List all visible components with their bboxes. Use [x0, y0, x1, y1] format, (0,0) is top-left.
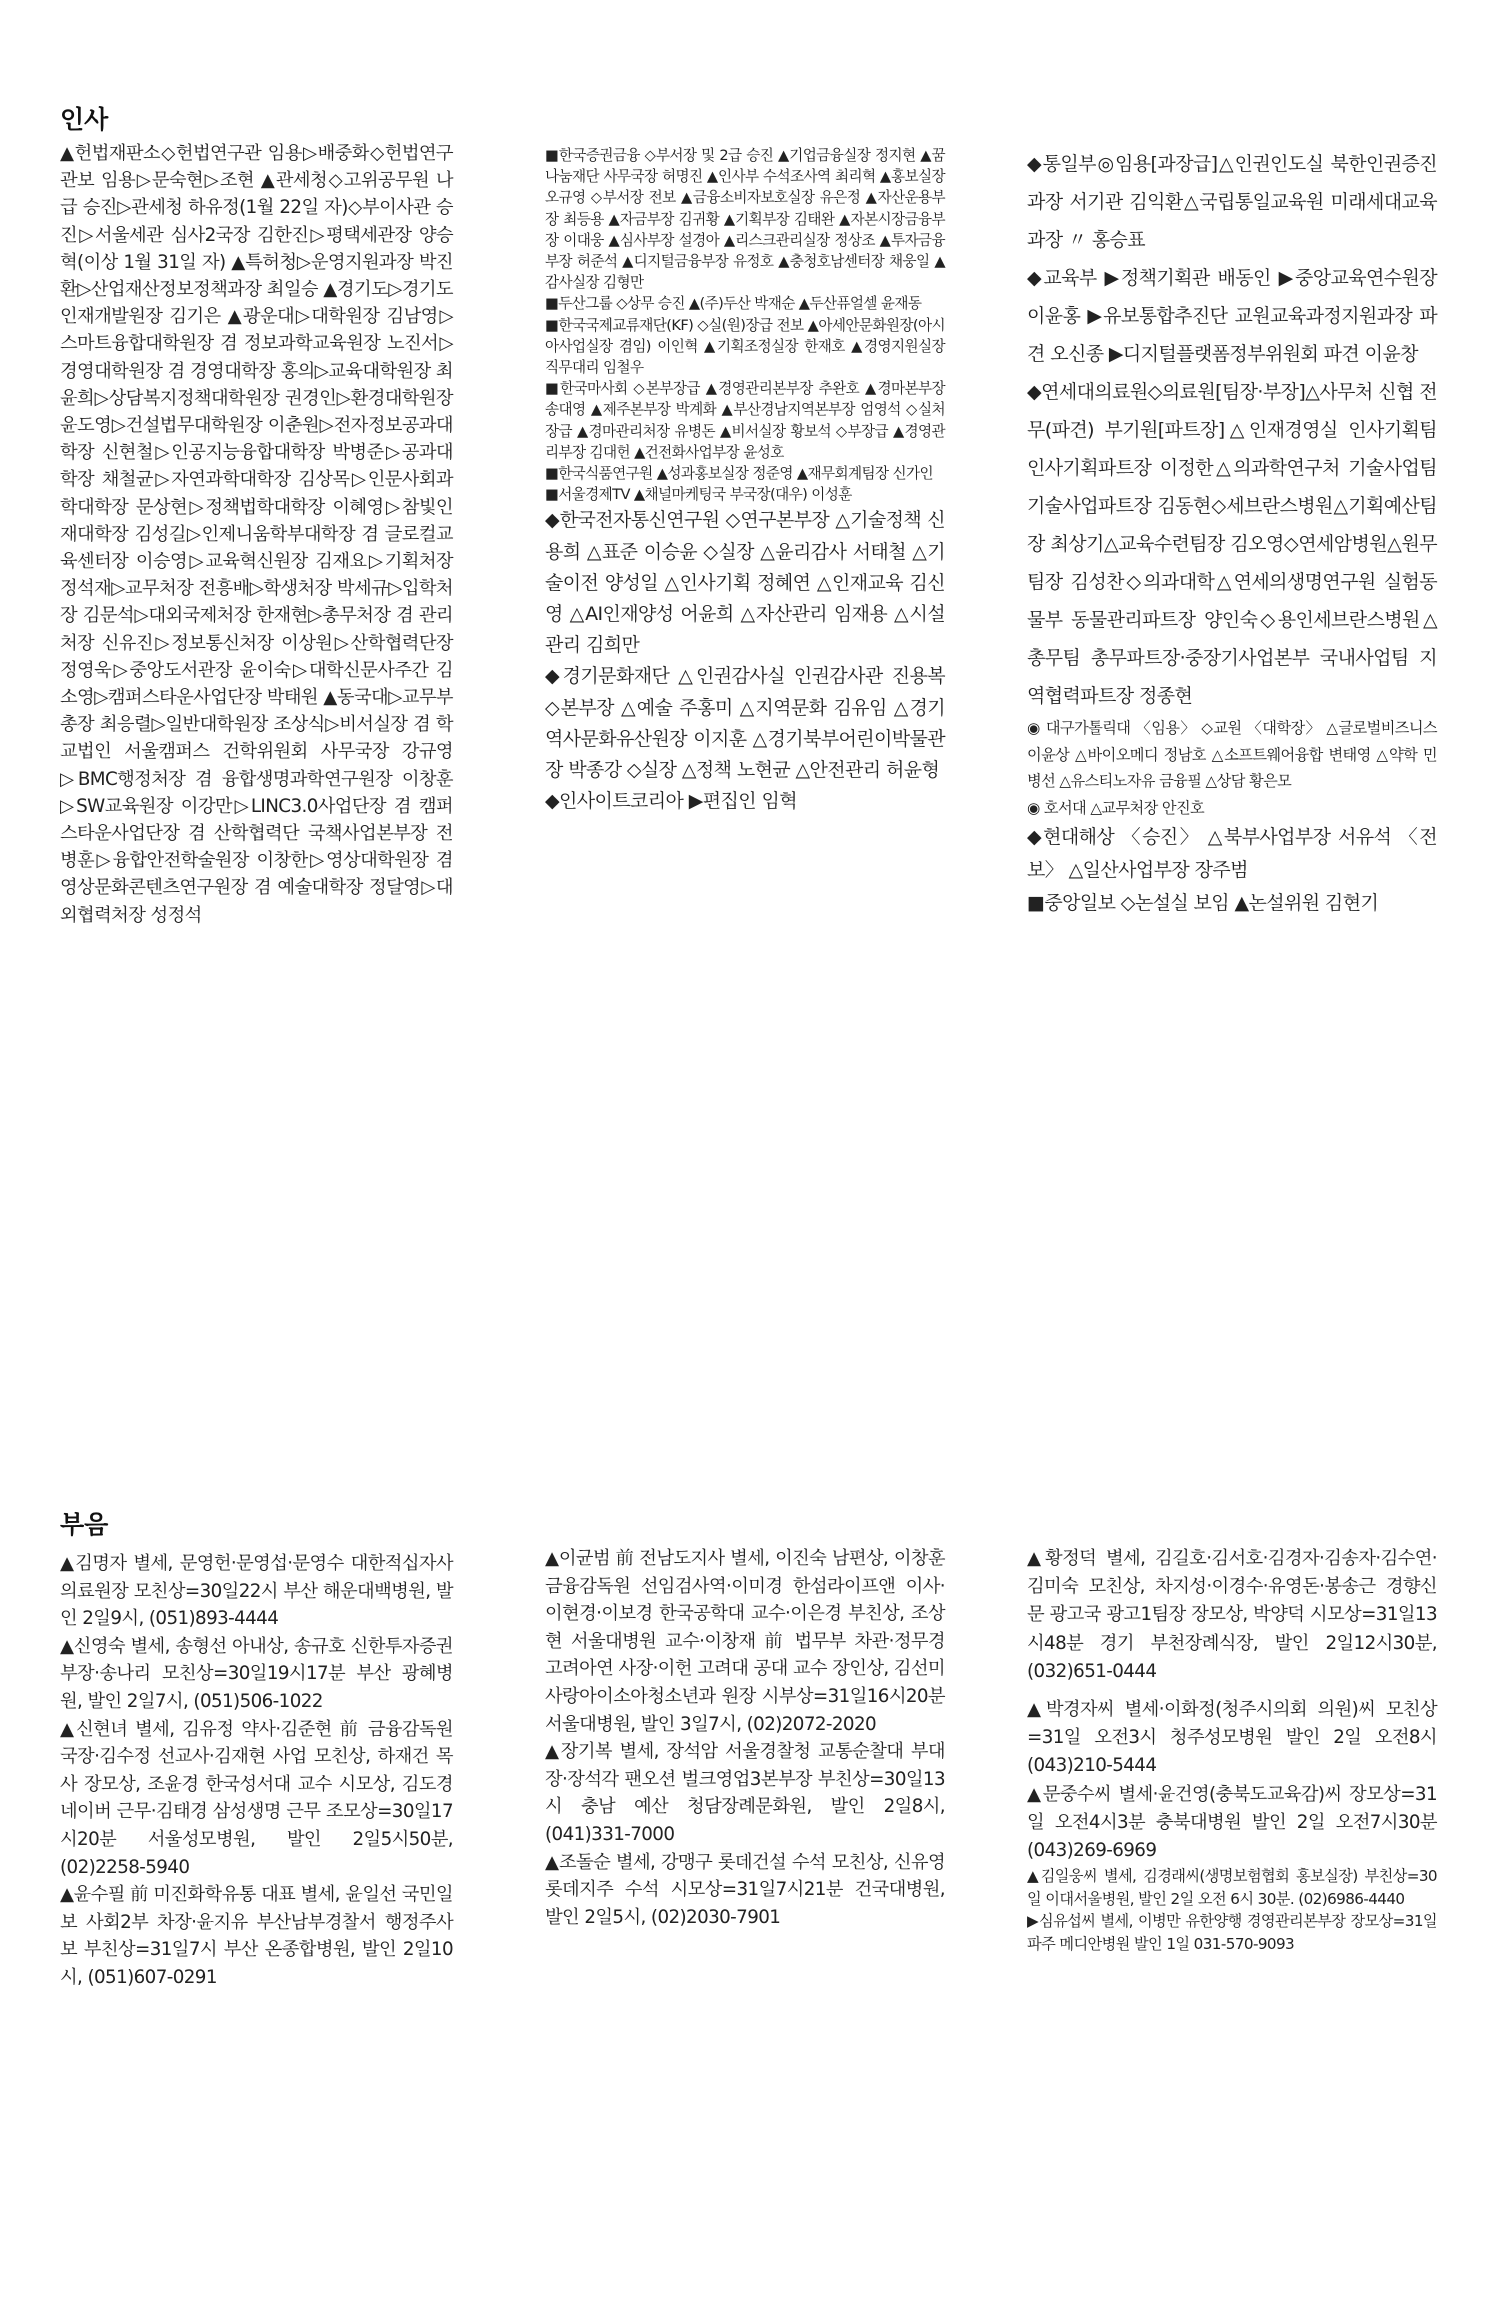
obituary-entry: ▲장기복 별세, 장석암 서울경찰청 교통순찰대 부대장·장석각 팬오션 벌크영업3본부장 부친상=30일13시 충남 예산 청담장례문화원, 발인 2일8시, (041)331-7000: [545, 1741, 945, 1845]
obituary-entry: ▶심유섭씨 별세, 이병만 유한양행 경영관리본부장 장모상=31일 파주 메디안병원 발인 1일 031-570-9093: [1027, 1912, 1437, 1953]
personnel-entry: ■한국식품연구원 ▲성과홍보실장 정준영 ▲재무회계팀장 신가인: [545, 465, 934, 483]
personnel-entry: ◆교육부 ▶정책기획관 배동인 ▶중앙교육연수원장 이윤홍 ▶유보통합추진단 교원교육과정지원과장 파견 오신종 ▶디지털플랫폼정부위원회 파견 이윤창: [1027, 267, 1437, 365]
personnel-entry: ◉ 대구가톨릭대 〈임용〉 ◇교원 〈대학장〉 △글로벌비즈니스 이윤상 △바이오메디 정남호 △소프트웨어융합 변태영 △약학 민병선 △유스티노자유 금융필 △상담 황은모: [1027, 719, 1437, 790]
obituary-entry: ▲박경자씨 별세·이화정(청주시의회 의원)씨 모친상=31일 오전3시 청주성모병원 발인 2일 오전8시 (043)210-5444: [1027, 1699, 1437, 1777]
personnel-entry: ■한국증권금융 ◇부서장 및 2급 승진 ▲기업금융실장 정지현 ▲꿈나눔재단 사무국장 허명진 ▲인사부 수석조사역 최리혁 ▲홍보실장 오규영 ◇부서장 전보 ▲금융소비자보호실장 유은정 ▲자산운용부장 최등용 ▲자금부장 김귀황 ▲기획부장 김태완 ▲자본시장금융부장 이대웅 ▲심사부장 설경아 ▲리스크관리실장 정상조 ▲투자금융부장 허준석 ▲디지털금융부장 유정호 ▲충청호남센터장 채웅일 ▲감사실장 김형만: [545, 147, 945, 292]
personnel-section-title: 인사: [60, 105, 109, 134]
obituary-entry: ▲조돌순 별세, 강맹구 롯데건설 수석 모친상, 신유영 롯데지주 수석 시모상=31일7시21분 건국대병원, 발인 2일5시, (02)2030-7901: [545, 1851, 945, 1928]
obituary-entry: ▲신영숙 별세, 송형선 아내상, 송규호 신한투자증권 부장·송나리 모친상=30일19시17분 부산 광혜병원, 발인 2일7시, (051)506-1022: [60, 1635, 453, 1712]
entry-spacer: [1027, 1686, 1437, 1696]
personnel-entry: ■중앙일보 ◇논설실 보임 ▲논설위원 김현기: [1027, 892, 1379, 914]
obituary-section-title: 부음: [60, 1510, 109, 1539]
obituary-entry: ▲황정덕 별세, 김길호·김서호·김경자·김송자·김수연·김미숙 모친상, 차지성·이경수·유영돈·봉송근 경향신문 광고국 광고1팀장 장모상, 박양덕 시모상=31일13시48분 경기 부천장례식장, 발인 2일12시30분, (032)651-0444: [1027, 1548, 1437, 1682]
personnel-entry: ◆통일부◎임용[과장급]△인권인도실 북한인권증진과장 서기관 김익환△국립통일교육원 미래세대교육과장 〃 홍승표: [1027, 153, 1437, 251]
personnel-entry: ◆현대해상 〈승진〉 △북부사업부장 서유석 〈전보〉 △일산사업부장 장주범: [1027, 826, 1437, 881]
obituary-entry: ▲김명자 별세, 문영헌·문영섭·문영수 대한적십자사의료원장 모친상=30일22시 부산 해운대백병원, 발인 2일9시, (051)893-4444: [60, 1553, 453, 1630]
obituary-column-1: [60, 1550, 453, 1992]
obituary-entry: ▲윤수필 前 미진화학유통 대표 별세, 윤일선 국민일보 사회2부 차장·윤지유 부산남부경찰서 행정주사보 부친상=31일7시 부산 온종합병원, 발인 2일10시, (051)607-0291: [60, 1884, 453, 1988]
personnel-entry: ◆연세대의료원◇의료원[팀장·부장]△사무처 신협 전무(파견) 부기원[파트장]△인재경영실 인사기획팀 인사기획파트장 이정한△의과학연구처 기술사업팀 기술사업파트장 김동현◇세브란스병원△기획예산팀장 최상기△교육수련팀장 김오영◇연세암병원△원무팀장 김성찬◇의과대학△연세의생명연구원 실험동물부 동물관리파트장 양인숙◇용인세브란스병원△총무팀 총무파트장·중장기사업본부 국내사업팀 지역협력파트장 정종현: [1027, 381, 1437, 707]
personnel-entry: ■서울경제TV ▲채널마케팅국 부국장(대우) 이성훈: [545, 486, 852, 504]
obituary-entry: ▲신현녀 별세, 김유정 약사·김준현 前 금융감독원 국장·김수정 선교사·김재현 사업 모친상, 하재건 목사 장모상, 조윤경 한국성서대 교수 시모상, 김도경 네이버 근무·김태경 삼성생명 근무 조모상=30일17시20분 서울성모병원, 발인 2일5시50분, (02)2258-5940: [60, 1718, 453, 1878]
personnel-column-3: [1027, 145, 1437, 920]
personnel-entry: ◆경기문화재단 △인권감사실 인권감사관 진용복 ◇본부장 △예술 주홍미 △지역문화 김유임 △경기역사문화유산원장 이지훈 △경기북부어린이박물관장 박종강 ◇실장 △정책 노현균 △안전관리 허윤형: [545, 665, 945, 782]
personnel-column-1: [60, 140, 453, 929]
personnel-entry: ◆인사이트코리아 ▶편집인 임혁: [545, 790, 797, 813]
personnel-column-2: [545, 145, 945, 817]
obituary-column-3: [1027, 1545, 1437, 1955]
personnel-entry: ■한국마사회 ◇본부장급 ▲경영관리본부장 추완호 ▲경마본부장 송대영 ▲제주본부장 박계화 ▲부산경남지역본부장 엄영석 ◇실처장급 ▲경마관리처장 유병돈 ▲비서실장 황보석 ◇부장급 ▲경영관리부장 김대헌 ▲건전화사업부장 윤성호: [545, 380, 945, 461]
personnel-entry: ◆한국전자통신연구원 ◇연구본부장 △기술정책 신용희 △표준 이승윤 ◇실장 △윤리감사 서태철 △기술이전 양성일 △인사기획 정혜연 △인재교육 김신영 △AI인재양성 어윤희 △자산관리 임재용 △시설관리 김희만: [545, 509, 945, 657]
obituary-entry: ▲김일웅씨 별세, 김경래씨(생명보험협회 홍보실장) 부친상=30일 이대서울병원, 발인 2일 오전 6시 30분. (02)6986-4440: [1027, 1867, 1437, 1908]
personnel-entry: ◉ 호서대 △교무처장 안진호: [1027, 798, 1205, 817]
obituary-entry: ▲이균범 前 전남도지사 별세, 이진숙 남편상, 이창훈 금융감독원 선임검사역·이미경 한섬라이프앤 이사·이현경·이보경 한국공학대 교수·이은경 부친상, 조상현 서울대병원 교수·이창재 前 법무부 차관·정무경 고려아연 사장·이헌 고려대 공대 교수 장인상, 김선미 사랑아이소아청소년과 원장 시부상=31일16시20분 서울대병원, 발인 3일7시, (02)2072-2020: [545, 1548, 945, 1735]
obituary-entry: ▲문중수씨 별세·윤건영(충북도교육감)씨 장모상=31일 오전4시3분 충북대병원 발인 2일 오전7시30분 (043)269-6969: [1027, 1783, 1437, 1862]
obituary-column-2: [545, 1545, 945, 1931]
personnel-entry: ■한국국제교류재단(KF) ◇실(원)장급 전보 ▲아세안문화원장(아시아사업실장 겸임) 이인혁 ▲기획조정실장 한재호 ▲경영지원실장 직무대리 임철우: [545, 316, 945, 377]
personnel-entry: ▲헌법재판소◇헌법연구관 임용▷배중화◇헌법연구관보 임용▷문숙현▷조현 ▲관세청◇고위공무원 나급 승진▷관세청 하유정(1월 22일 자)◇부이사관 승진▷서울세관 심사2국장 김한진▷평택세관장 양승혁(이상 1월 31일 자) ▲특허청▷운영지원과장 박진환▷산업재산정보정책과장 최일승 ▲경기도▷경기도인재개발원장 김기은 ▲광운대▷대학원장 김남영▷스마트융합대학원장 겸 정보과학교육원장 노진서▷경영대학원장 겸 경영대학장 홍의▷교육대학원장 최윤희▷상담복지정책대학원장 권경인▷환경대학원장 윤도영▷건설법무대학원장 이춘원▷전자정보공과대학장 신현철▷인공지능융합대학장 박병준▷공과대학장 채철균▷자연과학대학장 김상목▷인문사회과학대학장 문상현▷정책법학대학장 이혜영▷참빛인재대학장 김성길▷인제니움학부대학장 겸 글로컬교육센터장 이승영▷교육혁신원장 김재요▷기획처장 정석재▷교무처장 전흥배▷학생처장 박세규▷입학처장 김문석▷대외국제처장 한재현▷총무처장 겸 관리처장 신유진▷정보통신처장 이상원▷산학협력단장 정영욱▷중앙도서관장 윤이숙▷대학신문사주간 김소영▷캠퍼스타운사업단장 박태원 ▲동국대▷교무부총장 최응렬▷일반대학원장 조상식▷비서실장 겸 학교법인 서울캠퍼스 건학위원회 사무국장 강규영▷BMC행정처장 겸 융합생명과학연구원장 이창훈▷SW교육원장 이강만▷LINC3.0사업단장 겸 캠퍼스타운사업단장 겸 산학협력단 국책사업본부장 전병훈▷융합안전학술원장 이창한▷영상대학원장 겸 영상문화콘텐츠연구원장 겸 예술대학장 정달영▷대외협력처장 성정석: [60, 143, 453, 926]
personnel-entry: ■두산그룹 ◇상무 승진 ▲(주)두산 박재순 ▲두산퓨얼셀 윤재동: [545, 295, 922, 313]
